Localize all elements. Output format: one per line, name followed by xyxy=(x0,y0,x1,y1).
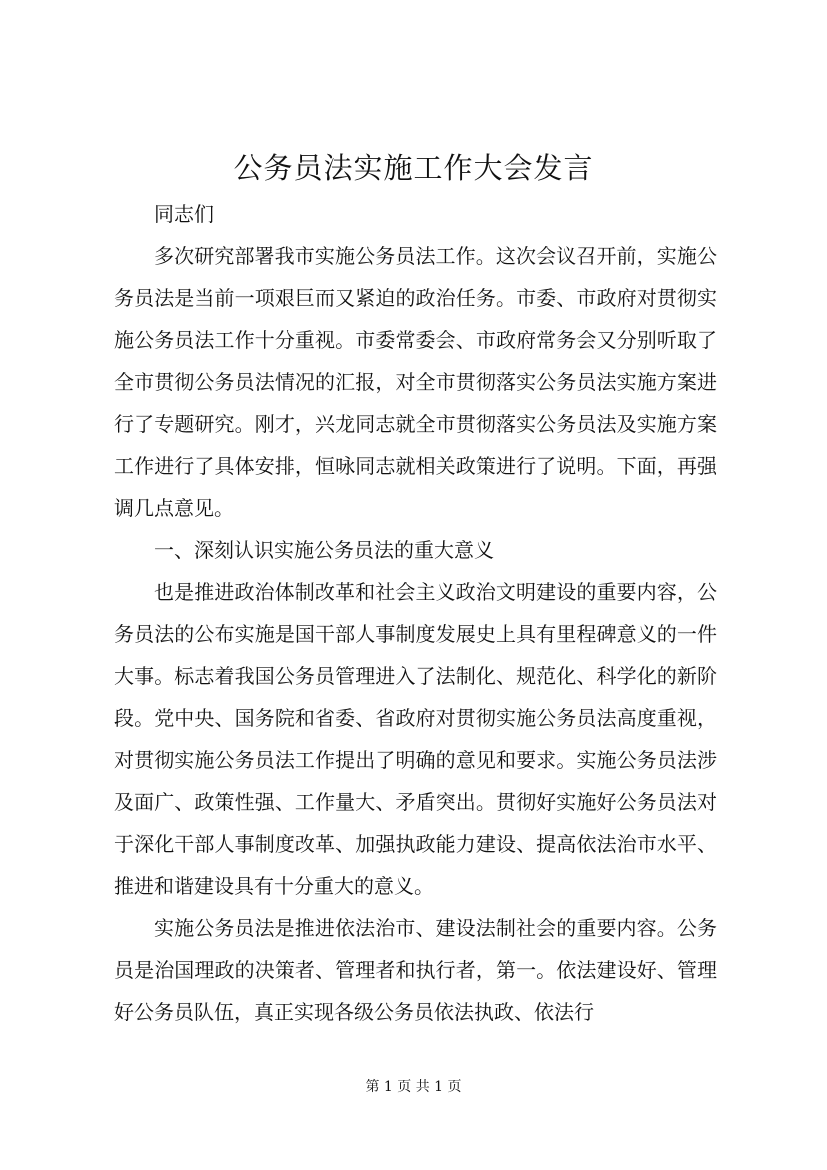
document-body xyxy=(114,193,717,1033)
section-heading-1: 一、深刻认识实施公务员法的重大意义 xyxy=(154,538,494,562)
rule-of-law-paragraph: 实施公务员法是推进依法治市、建设法制社会的重要内容。公务员是治国理政的决策者、管理者和执行者，第一。依法建设好、管理好公务员队伍，真正实现各级公务员依法执政、依法行 xyxy=(114,916,717,1024)
page-number-footer: 第 1 页 共 1 页 xyxy=(365,1079,462,1095)
salutation-paragraph: 同志们 xyxy=(154,202,214,226)
significance-paragraph: 也是推进政治体制改革和社会主义政治文明建设的重要内容，公务员法的公布实施是国干部人事制度发展史上具有里程碑意义的一件大事。标志着我国公务员管理进入了法制化、规范化、科学化的新阶段。党中央、国务院和省委、省政府对贯彻实施公务员法高度重视，对贯彻实施公务员法工作提出了明确的意见和要求。实施公务员法涉及面广、政策性强、工作量大、矛盾突出。贯彻好实施好公务员法对于深化干部人事制度改革、加强执政能力建设、提高依法治市水平、推进和谐建设具有十分重大的意义。 xyxy=(114,580,717,898)
document-title: 公务员法实施工作大会发言 xyxy=(233,151,594,185)
intro-paragraph: 多次研究部署我市实施公务员法工作。这次会议召开前，实施公务员法是当前一项艰巨而又紧迫的政治任务。市委、市政府对贯彻实施公务员法工作十分重视。市委常委会、市政府常务会又分别听取了全市贯彻公务员法情况的汇报，对全市贯彻落实公务员法实施方案进行了专题研究。刚才，兴龙同志就全市贯彻落实公务员法及实施方案工作进行了具体安排，恒咏同志就相关政策进行了说明。下面，再强调几点意见。 xyxy=(114,244,717,520)
